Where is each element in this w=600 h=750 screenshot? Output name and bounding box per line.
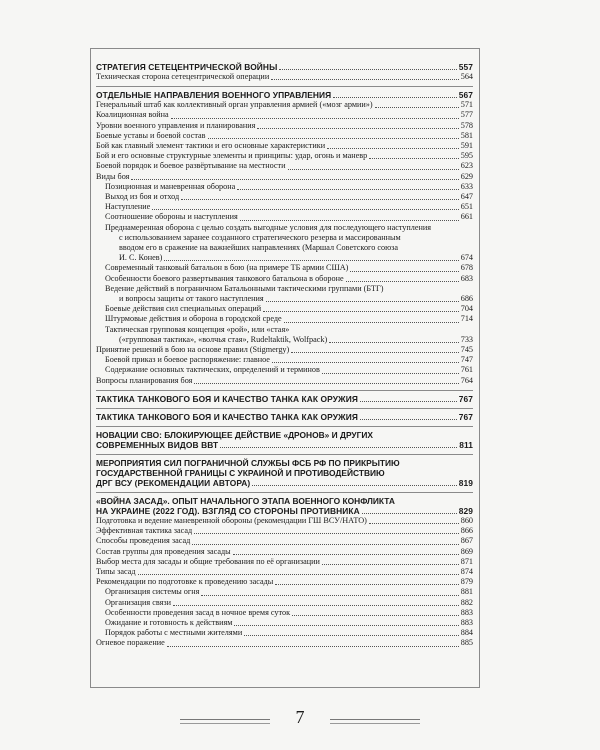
toc-page-number: 869 [460,546,473,556]
toc-entry[interactable] [96,376,473,386]
toc-entry-title: Коалиционная война [96,110,169,120]
toc-page-number: 747 [460,355,473,365]
toc-entry-title: Рекомендации по подготовке к проведению засады [96,577,274,587]
toc-heading-entry[interactable] [96,394,473,404]
toc-page-number: 874 [460,566,473,576]
leader-dots [252,485,456,486]
toc-page-number: 883 [460,607,473,617]
toc-entry[interactable] [96,365,473,375]
toc-entry-title: Боевой приказ и боевое распоряжение: главное [105,355,270,365]
leader-dots [288,169,459,170]
leader-dots [171,118,459,119]
toc-page-number: 581 [460,130,473,140]
toc-page-number: 595 [460,151,473,161]
leader-dots [327,148,459,149]
toc-entry[interactable] [96,110,473,120]
toc-page-number: 819 [458,477,473,488]
leader-dots [291,352,458,353]
toc-entry-title: Выбор места для засады и общие требования по её организации [96,556,320,566]
toc-frame [90,48,480,688]
leader-dots [220,447,457,448]
toc-entry[interactable] [96,121,473,131]
toc-page-number: 674 [460,253,473,263]
leader-dots [284,322,459,323]
toc-section [96,409,473,427]
leader-dots [194,383,458,384]
toc-page-number: 647 [460,192,473,202]
toc-entry-line: СОВРЕМЕННЫХ ВИДОВ ВВТ [96,439,219,450]
toc-entry[interactable] [96,284,473,304]
toc-page-number: 745 [460,345,473,355]
toc-entry-title: Состав группы для проведения засады [96,546,231,556]
toc-entry[interactable] [96,202,473,212]
toc-page-number: 678 [460,263,473,273]
toc-page-number: 661 [460,212,473,222]
toc-entry[interactable] [96,72,473,82]
leader-dots [271,79,459,80]
toc-entry-title: СТРАТЕГИЯ СЕТЕЦЕНТРИЧЕСКОЙ ВОЙНЫ [96,62,278,72]
toc-entry-title: Способы проведения засад [96,536,191,546]
leader-dots [322,373,459,374]
toc-entry[interactable] [96,100,473,110]
toc-entry-line: и вопросы защиты от такого наступления [119,294,264,304]
leader-dots [292,615,459,616]
toc-entry-title: Наступление [105,202,151,212]
toc-page-number: 704 [460,304,473,314]
toc-page-number: 761 [460,365,473,375]
toc-heading-entry[interactable] [96,90,473,100]
toc-entry-line: МЕРОПРИЯТИЯ СИЛ ПОГРАНИЧНОЙ СЛУЖБЫ ФСБ РФ ПО ПРИКРЫТИЮ [96,457,400,468]
page-footer [0,705,600,735]
toc-entry-title: Содержание основных тактических, определений и терминов [105,365,320,375]
page-number: 7 [295,707,305,727]
leader-dots [181,199,459,200]
toc-page-number: 577 [460,110,473,120]
leader-dots [279,69,456,70]
toc-page-number: 683 [460,273,473,283]
toc-entry-title: Вопросы планирования боя [96,375,193,385]
leader-dots [237,189,458,190]
toc-entry[interactable] [96,587,473,597]
leader-dots [240,220,459,221]
toc-page-number: 885 [460,638,473,648]
toc-page-number: 591 [460,141,473,151]
right-ornament-rule [330,719,420,724]
toc-heading-entry[interactable] [96,62,473,72]
toc-entry[interactable] [96,608,473,618]
toc-entry-title: Боевые действия сил специальных операций [105,304,262,314]
toc-entry[interactable] [96,141,473,151]
toc-section [96,87,473,391]
toc-entry-title: Огневое поражение [96,638,165,648]
toc-page-number: 811 [459,439,473,450]
toc-entry[interactable] [96,557,473,567]
toc-page-number: 871 [460,556,473,566]
toc-entry-title: Боевые уставы и боевой состав [96,130,206,140]
toc-page-number: 883 [460,617,473,627]
toc-entry[interactable] [96,182,473,192]
toc-entry[interactable] [96,355,473,365]
toc-entry[interactable] [96,274,473,284]
toc-page-number: 564 [460,72,473,81]
toc-entry[interactable] [96,161,473,171]
toc-entry-line: «ВОЙНА ЗАСАД». ОПЫТ НАЧАЛЬНОГО ЭТАПА ВОЕННОГО КОНФЛИКТА [96,495,395,506]
toc-entry-line: И. С. Конев) [119,253,163,263]
leader-dots [263,311,459,312]
toc-section [96,455,473,493]
toc-entry-title: ОТДЕЛЬНЫЕ НАПРАВЛЕНИЯ ВОЕННОГО УПРАВЛЕНИЯ [96,90,332,101]
toc-page-number: 633 [460,181,473,191]
toc-page-number: 767 [458,393,473,404]
toc-page-number: 882 [460,597,473,607]
leader-dots [233,554,459,555]
leader-dots [369,158,459,159]
toc-entry-title: Бой как главный элемент тактики и его основные характеристики [96,141,326,151]
toc-entry-title: Особенности проведения засад в ночное время суток [105,607,291,617]
toc-entry[interactable] [96,598,473,608]
leader-dots [201,595,458,596]
toc-entry[interactable] [96,263,473,273]
toc-entry-title: Боевой порядок и боевое развёртывание на местности [96,161,286,171]
leader-dots [266,301,459,302]
toc-page-number: 867 [460,536,473,546]
leader-dots [375,107,459,108]
toc-entry[interactable] [96,151,473,161]
leader-dots [152,209,458,210]
leader-dots [362,513,457,514]
toc-entry-title: Техническая сторона сетецентрической операции [96,72,270,81]
toc-page-number: 764 [460,375,473,385]
toc-entry-title: Эффективная тактика засад [96,526,193,536]
toc-entry-title: Особенности боевого развертывания танкового батальона в обороне [105,273,344,283]
toc-entry[interactable] [96,516,473,526]
toc-entry[interactable] [96,628,473,638]
toc-entry-line: ГОСУДАРСТВЕННОЙ ГРАНИЦЫ С УКРАИНОЙ И ПРОТИВОДЕЙСТВИЮ [96,467,385,478]
toc-entry-title: Виды боя [96,171,130,181]
toc-page-number: 879 [460,577,473,587]
toc-page-number: 686 [460,294,473,304]
toc-entry-line: ДРГ ВСУ (РЕКОМЕНДАЦИИ АВТОРА) [96,477,251,488]
toc-entry-line: («групповая тактика», «волчья стая», Rudeltaktik, Wolfpack) [119,334,328,344]
toc-entry[interactable] [96,536,473,546]
toc-entry[interactable] [96,325,473,345]
toc-entry[interactable] [96,526,473,536]
toc-page-number: 571 [460,100,473,110]
toc-entry-line: Преднамеренная оборона с целью создать выгодные условия для последующего наступления [105,222,432,232]
leader-dots [275,584,458,585]
toc-page-number: 623 [460,161,473,171]
toc-entry-title: Принятие решений в бою на основе правил (Stigmergy) [96,345,290,355]
toc-entry-title: Позиционная и маневренная оборона [105,181,236,191]
leader-dots [244,635,458,636]
toc-page-number: 651 [460,202,473,212]
toc-entry-line: с использованием заранее созданного стратегического резерва и массированным [119,232,401,242]
toc-entry[interactable] [96,172,473,182]
toc-entry-line: НА УКРАИНЕ (2022 ГОД). ВЗГЛЯД СО СТОРОНЫ ПРОТИВНИКА [96,505,360,516]
leader-dots [360,419,457,420]
leader-dots [173,605,459,606]
leader-dots [234,625,458,626]
toc-heading-entry[interactable] [96,458,473,488]
toc-page-number: 767 [458,411,473,422]
toc-section [96,391,473,409]
toc-entry-title: Бой и его основные структурные элементы и принципы: удар, огонь и маневр [96,151,368,161]
leader-dots [131,179,458,180]
toc-entry-title: Соотношение обороны и наступления [105,212,238,222]
toc-entry[interactable] [96,304,473,314]
toc-page-number: 733 [460,334,473,344]
toc-entry[interactable] [96,212,473,222]
toc-entry-title: Генеральный штаб как коллективный орган управления армией («мозг армии») [96,100,373,110]
toc-entry-title: Типы засад [96,566,136,576]
toc-entry[interactable] [96,192,473,202]
leader-dots [257,128,458,129]
toc-entry[interactable] [96,547,473,557]
toc-entry-title: ТАКТИКА ТАНКОВОГО БОЯ И КАЧЕСТВО ТАНКА КАК ОРУЖИЯ [96,411,358,422]
toc-entry[interactable] [96,223,473,264]
toc-page-number: 714 [460,314,473,324]
toc-entry-title: Штурмовые действия и оборона в городской среде [105,314,282,324]
leader-dots [369,523,459,524]
toc-entry-title: Организация системы огня [105,587,200,597]
toc-page-number: 866 [460,526,473,536]
toc-page-number: 860 [460,515,473,525]
leader-dots [322,564,459,565]
leader-dots [346,281,459,282]
toc-entry[interactable] [96,345,473,355]
toc-page-number: 557 [458,62,473,72]
toc-entry-title: ТАКТИКА ТАНКОВОГО БОЯ И КАЧЕСТВО ТАНКА КАК ОРУЖИЯ [96,393,358,404]
toc-section [96,427,473,455]
leader-dots [329,342,459,343]
toc-entry-title: Уровни военного управления и планирования [96,120,256,130]
toc-section [96,493,473,653]
toc-page-number: 884 [460,628,473,638]
toc-entry-line: Тактическая групповая концепция «рой», или «стая» [105,324,290,334]
toc-page-number: 578 [460,120,473,130]
toc-page-number: 881 [460,587,473,597]
leader-dots [333,97,456,98]
toc-entry-title: Ожидание и готовность к действиям [105,617,233,627]
toc-entry[interactable] [96,618,473,628]
leader-dots [167,646,459,647]
leader-dots [164,260,458,261]
toc-heading-entry[interactable] [96,430,473,450]
leader-dots [192,544,458,545]
toc-heading-entry[interactable] [96,412,473,422]
leader-dots [208,138,459,139]
toc-page-number: 629 [460,171,473,181]
leader-dots [360,401,457,402]
leader-dots [194,533,459,534]
leader-dots [138,574,459,575]
toc-entry-title: Выход из боя и отход [105,192,180,202]
toc-section [96,59,473,87]
leader-dots [272,362,459,363]
toc-entry-title: Порядок работы с местными жителями [105,628,243,638]
toc-entry[interactable] [96,638,473,648]
toc-entry-title: Современный танковый батальон в бою (на примере ТБ армии США) [105,263,349,273]
toc-entry[interactable] [96,314,473,324]
toc-entry-line: вводом его в сражение на важнейших направлениях (Маршал Советского союза [119,243,399,253]
leader-dots [350,271,458,272]
toc-entry-title: Организация связи [105,597,171,607]
toc-entry[interactable] [96,577,473,587]
toc-entry-title: Подготовка и ведение маневренной обороны (рекомендации ГШ ВСУ/НАТО) [96,515,367,525]
toc-entry-line: НОВАЦИИ СВО: БЛОКИРУЮЩЕЕ ДЕЙСТВИЕ «ДРОНОВ» И ДРУГИХ [96,429,373,440]
toc-page-number: 829 [458,505,473,516]
toc-entry[interactable] [96,567,473,577]
toc-page-number: 567 [458,90,473,101]
toc-entry-line: Ведение действий в пограничном Батальонными тактическими группами (БТГ) [105,283,384,293]
toc-heading-entry[interactable] [96,496,473,516]
toc-entry[interactable] [96,131,473,141]
